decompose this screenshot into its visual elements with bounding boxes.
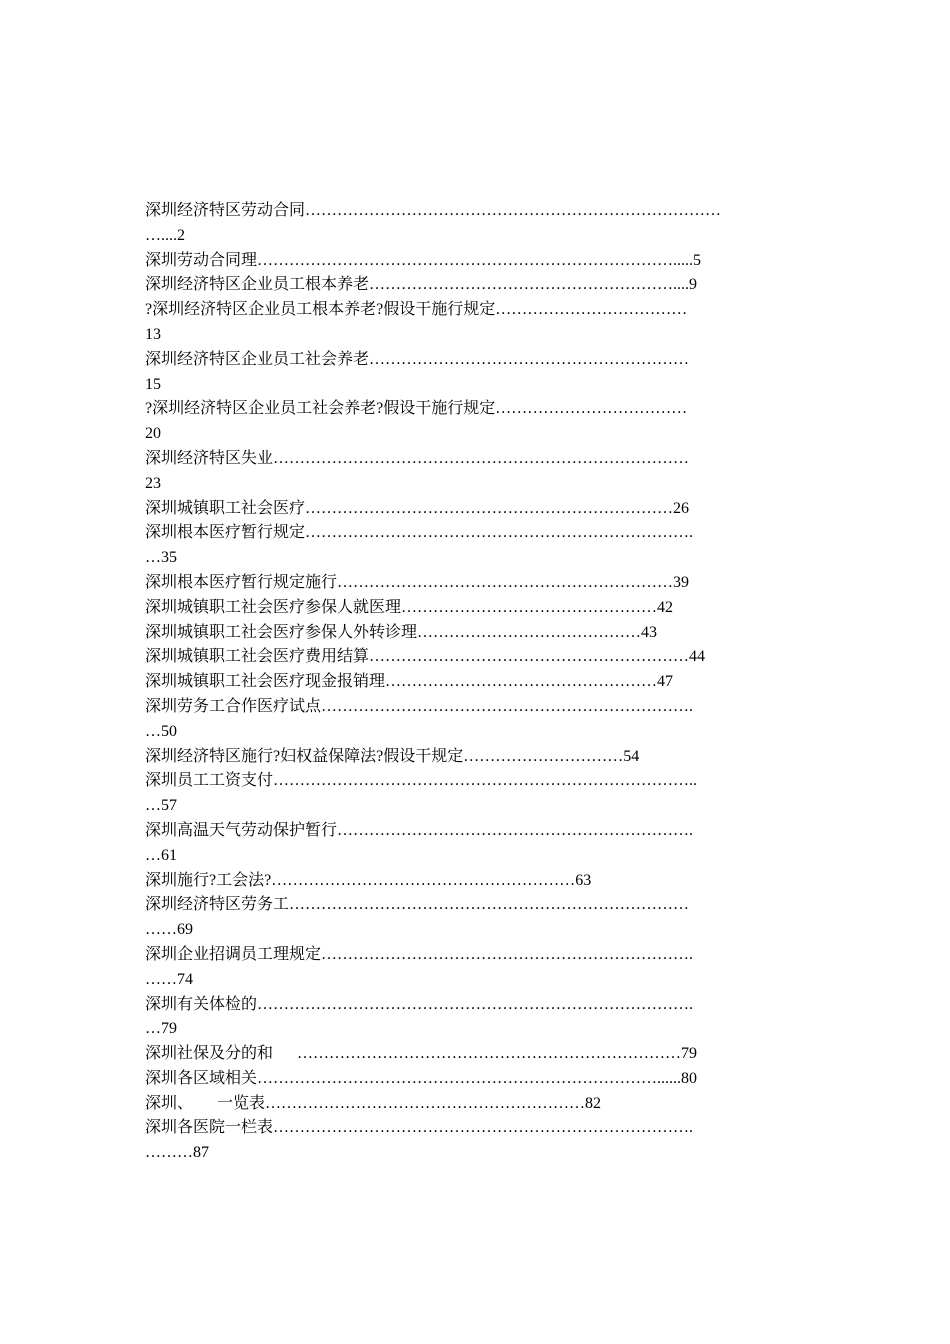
toc-line: 深圳劳动合同理…………………………………………………………………….....5 [145, 251, 702, 269]
toc-line: ……74 [145, 970, 193, 988]
toc-line: 深圳根本医疗暂行规定………………………………………………………………. [145, 524, 694, 542]
toc-line: ………87 [145, 1144, 209, 1162]
toc-line: 深圳城镇职工社会医疗参保人就医理…………………………………………42 [145, 598, 674, 616]
toc-line: …61 [145, 846, 177, 864]
toc-line: 13 [145, 325, 161, 343]
toc-line: 深圳城镇职工社会医疗费用结算……………………………………………………44 [145, 648, 706, 666]
toc-line: ?深圳经济特区企业员工社会养老?假设干施行规定……………………………… [145, 400, 688, 418]
toc-line: 23 [145, 474, 161, 492]
toc-line: 深圳有关体检的………………………………………………………………………. [145, 995, 694, 1013]
toc-line: 15 [145, 375, 161, 393]
toc-line: 深圳经济特区企业员工根本养老…………………………………………………....9 [145, 276, 698, 294]
toc-line: ……69 [145, 921, 193, 939]
toc-line: 深圳经济特区劳动合同…………………………………………………………………… [145, 202, 722, 219]
toc-line: 深圳根本医疗暂行规定施行………………………………………………………39 [145, 573, 690, 591]
toc-line: 深圳企业招调员工理规定……………………………………………………………. [145, 945, 694, 963]
toc-line: …50 [145, 722, 177, 740]
toc-line: ?深圳经济特区企业员工根本养老?假设干施行规定……………………………… [145, 301, 688, 319]
toc-line: 深圳社保及分的和 ………………………………………………………………79 [145, 1045, 698, 1063]
toc-line: 深圳城镇职工社会医疗参保人外转诊理……………………………………43 [145, 623, 658, 641]
toc-line: 深圳高温天气劳动保护暂行…………………………………………………………. [145, 821, 694, 839]
toc-line: 深圳、 一览表……………………………………………………82 [145, 1094, 602, 1112]
toc-line: 深圳城镇职工社会医疗……………………………………………………………26 [145, 499, 690, 517]
toc-line: 深圳员工工资支付…………………………………………………………………….. [145, 772, 698, 790]
toc-line: 深圳经济特区施行?妇权益保障法?假设干规定…………………………54 [145, 747, 640, 765]
toc-line: …57 [145, 797, 177, 815]
toc-line: …....2 [145, 226, 185, 244]
toc-line: …35 [145, 549, 177, 567]
toc-line: 20 [145, 425, 161, 443]
toc-line: 深圳各区域相关…………………………………………………………………......80 [145, 1069, 698, 1087]
toc-line: 深圳施行?工会法?…………………………………………………63 [145, 871, 592, 889]
toc-line: 深圳经济特区失业…………………………………………………………………… [145, 449, 690, 467]
toc-line: …79 [145, 1020, 177, 1038]
toc-line: 深圳城镇职工社会医疗现金报销理……………………………………………47 [145, 673, 674, 691]
toc-line: 深圳劳务工合作医疗试点……………………………………………………………. [145, 697, 694, 715]
toc-line: 深圳各医院一栏表……………………………………………………………………. [145, 1119, 694, 1137]
toc-line: 深圳经济特区劳务工………………………………………………………………… [145, 896, 690, 914]
toc-line: 深圳经济特区企业员工社会养老…………………………………………………… [145, 350, 690, 368]
table-of-contents [145, 199, 805, 1166]
